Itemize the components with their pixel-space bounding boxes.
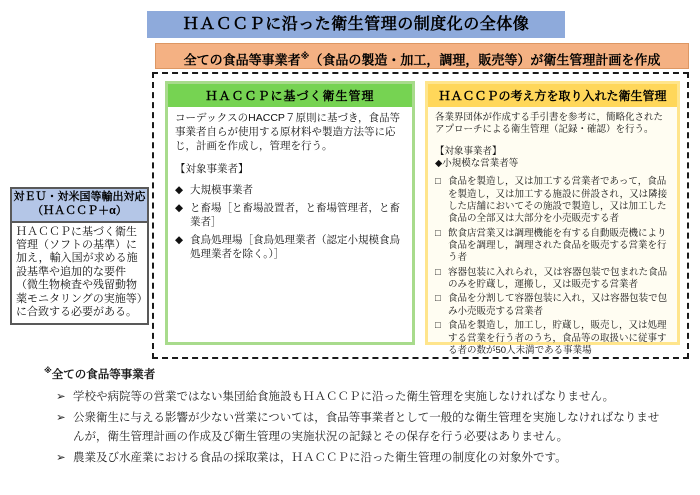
export-compliance-box xyxy=(10,187,149,325)
export-header-line1: 対ＥＵ・対米国等輸出対応 xyxy=(13,191,146,203)
business-type-item xyxy=(435,176,670,225)
square-bullet-icon: □ xyxy=(435,227,441,239)
footnote-heading-text: 全ての食品等事業者 xyxy=(51,369,156,381)
haccp-approach-box-header: ＨＡＣＣＰの考え方を取り入れた衛生管理 xyxy=(428,84,677,107)
target-item xyxy=(175,184,405,198)
target-item-text: と畜場［と畜場設置者，と畜場管理者，と畜業者］ xyxy=(190,202,400,229)
footnote-heading xyxy=(44,366,662,382)
target-item-text: 食鳥処理場［食鳥処理業者（認定小規模食鳥処理業者を除く。）］ xyxy=(190,234,400,260)
haccp-approach-box-body xyxy=(428,107,677,364)
square-bullet-icon: □ xyxy=(435,320,441,332)
haccp-approach-hygiene-box xyxy=(425,81,680,356)
footnote-item-text: 公衆衛生に与える影響が少ない営業については，食品等事業者として一般的な衛生管理を実施しなければなりませんが，衛生管理計画の作成及び衛生管理の実施状況の記録とその保存を行う必要はありません。 xyxy=(73,412,660,443)
page-title: ＨＡＣＣＰに沿った衛生管理の制度化の全体像 xyxy=(147,11,565,38)
export-box-header xyxy=(12,189,147,223)
footnote-section xyxy=(44,366,662,471)
footnote-ref-mark: ※ xyxy=(300,51,310,61)
business-type-item xyxy=(435,320,670,357)
haccp-based-target-heading: 【対象事業者】 xyxy=(175,162,249,175)
export-header-line2: （ＨＡＣＣＰ＋α） xyxy=(32,204,127,217)
business-type-item-text: 飲食店営業又は調理機能を有する自動販売機により食品を調理し，調理された食品を販売する営業を行う者 xyxy=(448,227,667,264)
subtitle-banner xyxy=(155,43,689,69)
footnote-item xyxy=(44,409,662,446)
target-item xyxy=(175,234,405,262)
footnote-list xyxy=(44,388,662,468)
business-type-item xyxy=(435,228,670,265)
business-type-item-text: 食品を製造し，加工し，貯蔵し，販売し，又は処理する営業を行う者のうち，食品等の取扱いに従事する者の数が50人未満である事業場 xyxy=(448,320,667,356)
plan-scope-dashed-frame xyxy=(152,72,689,359)
haccp-approach-target-subheading: ◆小規模な営業者等 xyxy=(435,158,519,170)
diamond-bullet-icon: ◆ xyxy=(175,234,184,247)
haccp-approach-item-list xyxy=(435,176,670,357)
subtitle-text-before-ref: 全ての食品等事業者 xyxy=(183,52,301,68)
haccp-approach-target-heading: 【対象事業者】 xyxy=(435,145,502,157)
footnote-item xyxy=(44,388,662,406)
diamond-bullet-icon: ◆ xyxy=(175,202,184,215)
target-item xyxy=(175,202,405,230)
arrow-bullet-icon: ➢ xyxy=(56,452,66,465)
haccp-based-hygiene-box xyxy=(165,81,415,345)
haccp-approach-description: 各業界団体が作成する手引書を参考に，簡略化されたアプローチによる衛生管理（記録・確認）を行う。 xyxy=(435,112,664,136)
export-box-body: ＨＡＣＣＰに基づく衛生管理（ソフトの基準）に加え，輸入国が求める施設基準や追加的な要件（微生物検査や残留動物薬モニタリングの実施等）に合致する必要がある。 xyxy=(16,225,143,318)
business-type-item-text: 容器包装に入れられ，又は容器包装で包まれた食品のみを貯蔵し，運搬し，又は販売する営業者 xyxy=(448,266,668,291)
footnote-item-text: 農業及び水産業における食品の採取業は，ＨＡＣＣＰに沿った衛生管理の制度化の対象外です。 xyxy=(73,452,567,465)
footnote-item-text: 学校や病院等の営業ではない集団給食施設もＨＡＣＣＰに沿った衛生管理を実施しなければなりません。 xyxy=(73,391,615,403)
arrow-bullet-icon: ➢ xyxy=(56,412,66,425)
footnote-ref-mark: ※ xyxy=(44,366,52,376)
haccp-based-description: コーデックスのHACCP７原則に基づき，食品等事業者自らが使用する原材料や製造方法等に応じ，計画を作成し，管理を行う。 xyxy=(175,112,401,152)
diamond-bullet-icon: ◆ xyxy=(175,184,184,197)
business-type-item-text: 食品を分割して容器包装に入れ，又は容器包装で包み小売販売する営業者 xyxy=(448,293,668,317)
business-type-item xyxy=(435,267,670,292)
square-bullet-icon: □ xyxy=(435,293,441,305)
square-bullet-icon: □ xyxy=(435,266,441,278)
square-bullet-icon: □ xyxy=(435,176,441,188)
footnote-item xyxy=(44,449,662,467)
haccp-based-target-list xyxy=(175,184,405,261)
target-item-text: 大規模事業者 xyxy=(190,184,253,197)
haccp-based-box-body xyxy=(168,107,412,271)
subtitle-text-after-ref: （食品の製造・加工，調理，販売等）が衛生管理計画を作成 xyxy=(309,52,661,68)
business-type-item-text: 食品を製造し，又は加工する営業者であって，食品を製造し，又は加工する施設に併設され，又は隣接した店舗においてその施設で製造し，又は加工した食品の全部又は大部分を小売販売する者 xyxy=(448,176,668,225)
business-type-item xyxy=(435,293,670,318)
haccp-based-box-header: ＨＡＣＣＰに基づく衛生管理 xyxy=(168,84,412,107)
arrow-bullet-icon: ➢ xyxy=(56,391,66,403)
